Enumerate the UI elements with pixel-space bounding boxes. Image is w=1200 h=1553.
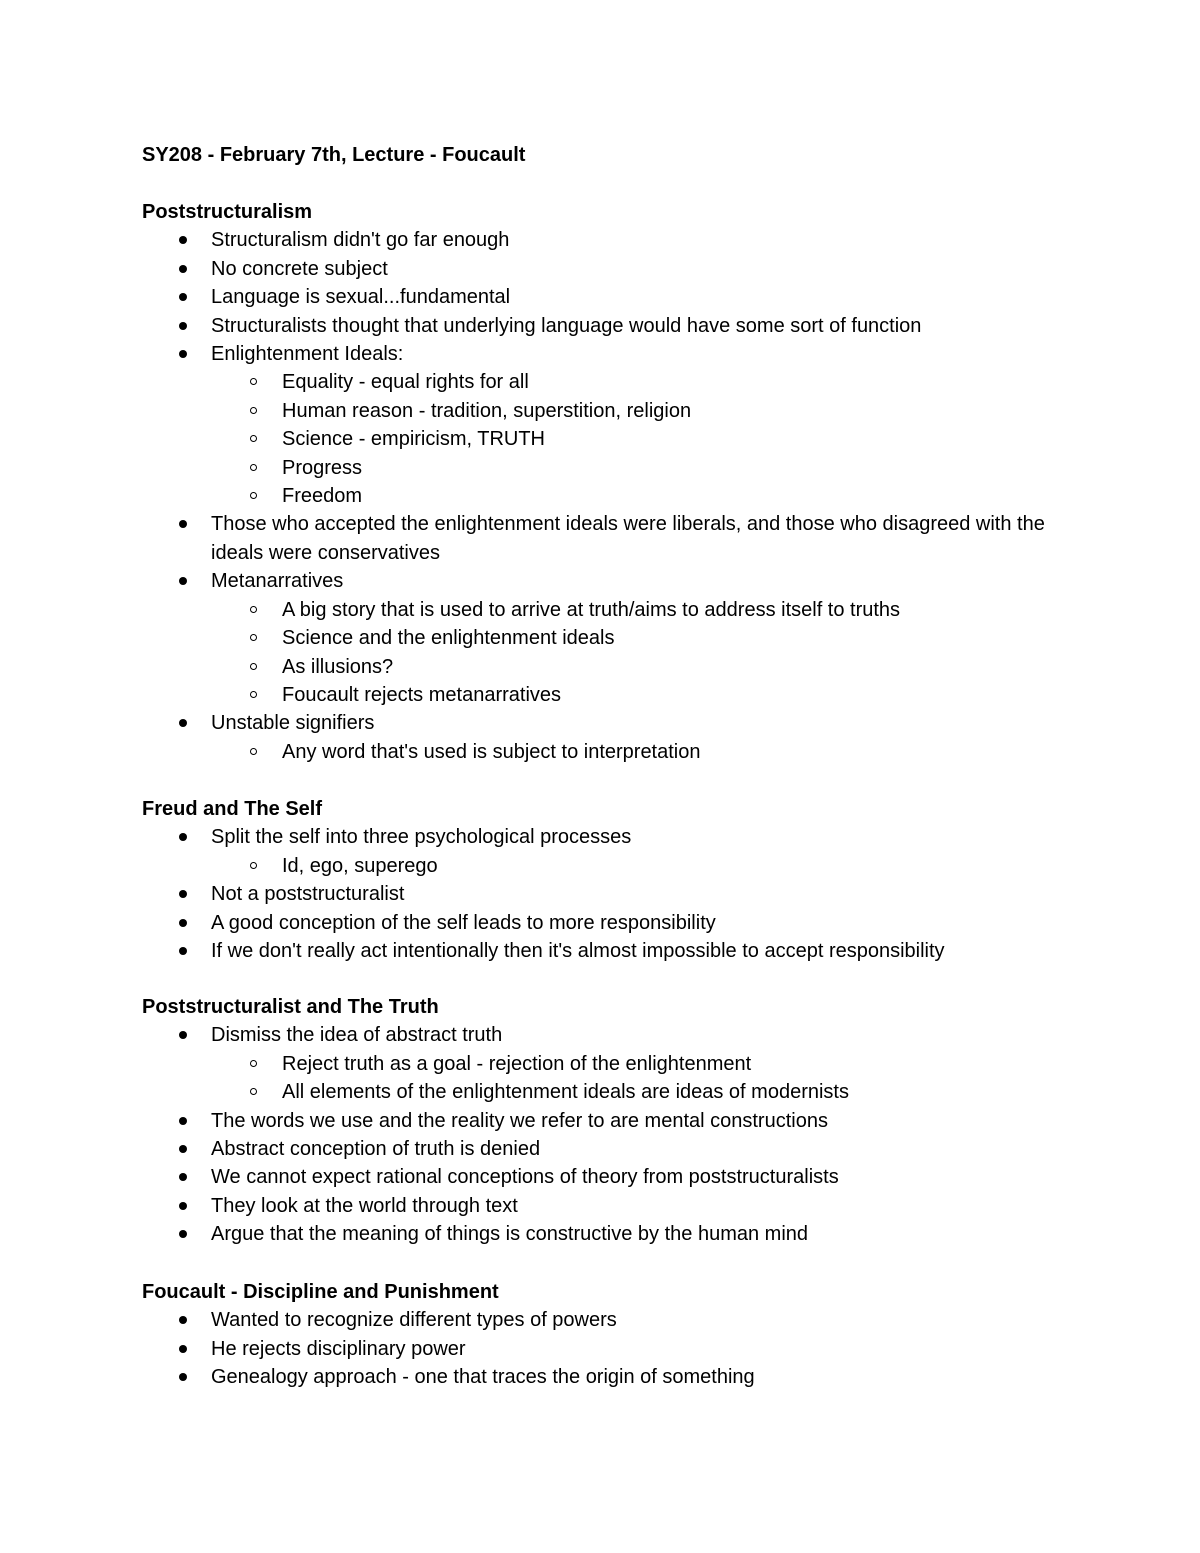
bullet-text: Science - empiricism, TRUTH	[282, 428, 545, 451]
filled-circle-bullet-icon	[179, 833, 187, 841]
sub-bullet-item	[142, 1050, 1102, 1078]
filled-circle-bullet-icon	[179, 520, 187, 528]
bullet-text: Unstable signifiers	[211, 712, 375, 735]
filled-circle-bullet-icon	[179, 1345, 187, 1353]
filled-circle-bullet-icon	[179, 322, 187, 330]
bullet-text: All elements of the enlightenment ideals are ideas of modernists	[282, 1081, 849, 1104]
filled-circle-bullet-icon	[179, 265, 187, 273]
filled-circle-bullet-icon	[179, 577, 187, 585]
bullet-text: Any word that's used is subject to interpretation	[282, 740, 701, 763]
bullet-text: Reject truth as a goal - rejection of the enlightenment	[282, 1052, 752, 1075]
filled-circle-bullet-icon	[179, 1373, 187, 1381]
bullet-item	[142, 340, 1102, 368]
bullet-text: Structuralism didn't go far enough	[211, 229, 510, 252]
hollow-circle-bullet-icon	[250, 407, 257, 414]
filled-circle-bullet-icon	[179, 890, 187, 898]
section-heading: Poststructuralism	[142, 201, 313, 223]
bullet-item	[142, 1335, 1102, 1363]
bullet-item	[142, 709, 1102, 737]
bullet-text: A big story that is used to arrive at truth/aims to address itself to truths	[282, 598, 901, 621]
bullet-text: If we don't really act intentionally then it's almost impossible to accept responsibility	[211, 940, 945, 963]
bullet-text: Science and the enlightenment ideals	[282, 627, 615, 650]
filled-circle-bullet-icon	[179, 350, 187, 358]
bullet-item	[142, 255, 1102, 283]
bullet-item	[142, 909, 1102, 937]
filled-circle-bullet-icon	[179, 1117, 187, 1125]
sub-bullet-item	[142, 852, 1102, 880]
sub-bullet-item	[142, 653, 1102, 681]
hollow-circle-bullet-icon	[250, 378, 257, 385]
sub-bullet-item	[142, 425, 1102, 453]
sub-bullet-item	[142, 738, 1102, 766]
bullet-text: Metanarratives	[211, 570, 344, 593]
filled-circle-bullet-icon	[179, 1031, 187, 1039]
bullet-item	[142, 880, 1102, 908]
bullet-text: Genealogy approach - one that traces the origin of something	[211, 1366, 755, 1389]
filled-circle-bullet-icon	[179, 919, 187, 927]
filled-circle-bullet-icon	[179, 1316, 187, 1324]
hollow-circle-bullet-icon	[250, 1088, 257, 1095]
section-heading: Foucault - Discipline and Punishment	[142, 1281, 499, 1303]
section-poststructuralism	[142, 198, 1102, 766]
filled-circle-bullet-icon	[179, 947, 187, 955]
sub-bullet-item	[142, 596, 1102, 624]
bullet-text: Not a poststructuralist	[211, 883, 405, 906]
bullet-text: Abstract conception of truth is denied	[211, 1138, 541, 1161]
hollow-circle-bullet-icon	[250, 748, 257, 755]
bullet-item	[142, 1021, 1102, 1049]
sub-bullet-item	[142, 454, 1102, 482]
bullet-item	[142, 823, 1102, 851]
section-heading: Poststructuralist and The Truth	[142, 996, 439, 1018]
sub-bullet-item	[142, 624, 1102, 652]
filled-circle-bullet-icon	[179, 1202, 187, 1210]
filled-circle-bullet-icon	[179, 236, 187, 244]
filled-circle-bullet-icon	[179, 1145, 187, 1153]
bullet-item	[142, 312, 1102, 340]
bullet-text: Wanted to recognize different types of powers	[211, 1309, 617, 1332]
bullet-text: Progress	[282, 456, 363, 479]
hollow-circle-bullet-icon	[250, 1060, 257, 1067]
section-poststructuralist-and-the-truth	[142, 993, 1102, 1249]
bullet-text: They look at the world through text	[211, 1194, 518, 1217]
section-foucault-discipline	[142, 1278, 1102, 1392]
bullet-item	[142, 226, 1102, 254]
bullet-item	[142, 283, 1102, 311]
bullet-item	[142, 937, 1102, 965]
section-heading: Freud and The Self	[142, 798, 323, 820]
sub-bullet-item	[142, 681, 1102, 709]
bullet-text: He rejects disciplinary power	[211, 1337, 466, 1360]
bullet-text: Dismiss the idea of abstract truth	[211, 1024, 503, 1047]
bullet-item	[142, 1306, 1102, 1334]
sub-bullet-item	[142, 397, 1102, 425]
hollow-circle-bullet-icon	[250, 464, 257, 471]
hollow-circle-bullet-icon	[250, 663, 257, 670]
bullet-text: Human reason - tradition, superstition, religion	[282, 399, 692, 422]
hollow-circle-bullet-icon	[250, 862, 257, 869]
hollow-circle-bullet-icon	[250, 634, 257, 641]
bullet-text: No concrete subject	[211, 257, 388, 280]
hollow-circle-bullet-icon	[250, 606, 257, 613]
bullet-item	[142, 567, 1102, 595]
hollow-circle-bullet-icon	[250, 691, 257, 698]
bullet-text: Freedom	[282, 485, 363, 508]
bullet-text: Equality - equal rights for all	[282, 371, 529, 394]
bullet-text: Those who accepted the enlightenment ideals were liberals, and those who disagreed with the ideals were conservatives	[211, 513, 1045, 564]
bullet-item	[142, 510, 1102, 567]
document-title: SY208 - February 7th, Lecture - Foucault	[142, 144, 526, 166]
bullet-text: As illusions?	[282, 655, 394, 678]
bullet-text: Split the self into three psychological processes	[211, 826, 632, 849]
filled-circle-bullet-icon	[179, 293, 187, 301]
sub-bullet-item	[142, 1078, 1102, 1106]
sub-bullet-item	[142, 368, 1102, 396]
filled-circle-bullet-icon	[179, 1173, 187, 1181]
bullet-item	[142, 1220, 1102, 1248]
bullet-text: Argue that the meaning of things is constructive by the human mind	[211, 1223, 809, 1246]
bullet-text: A good conception of the self leads to more responsibility	[211, 911, 716, 934]
bullet-text: We cannot expect rational conceptions of theory from poststructuralists	[211, 1166, 839, 1189]
filled-circle-bullet-icon	[179, 1230, 187, 1238]
bullet-item	[142, 1192, 1102, 1220]
sub-bullet-item	[142, 482, 1102, 510]
bullet-item	[142, 1135, 1102, 1163]
hollow-circle-bullet-icon	[250, 435, 257, 442]
bullet-item	[142, 1107, 1102, 1135]
section-freud-and-the-self	[142, 795, 1102, 965]
bullet-item	[142, 1163, 1102, 1191]
filled-circle-bullet-icon	[179, 719, 187, 727]
bullet-text: Id, ego, superego	[282, 854, 438, 877]
bullet-text: Foucault rejects metanarratives	[282, 683, 562, 706]
bullet-text: Language is sexual...fundamental	[211, 286, 511, 309]
hollow-circle-bullet-icon	[250, 492, 257, 499]
bullet-text: Structuralists thought that underlying language would have some sort of function	[211, 314, 922, 337]
bullet-text: Enlightenment Ideals:	[211, 343, 404, 366]
bullet-item	[142, 1363, 1102, 1391]
bullet-text: The words we use and the reality we refer to are mental constructions	[211, 1109, 828, 1132]
